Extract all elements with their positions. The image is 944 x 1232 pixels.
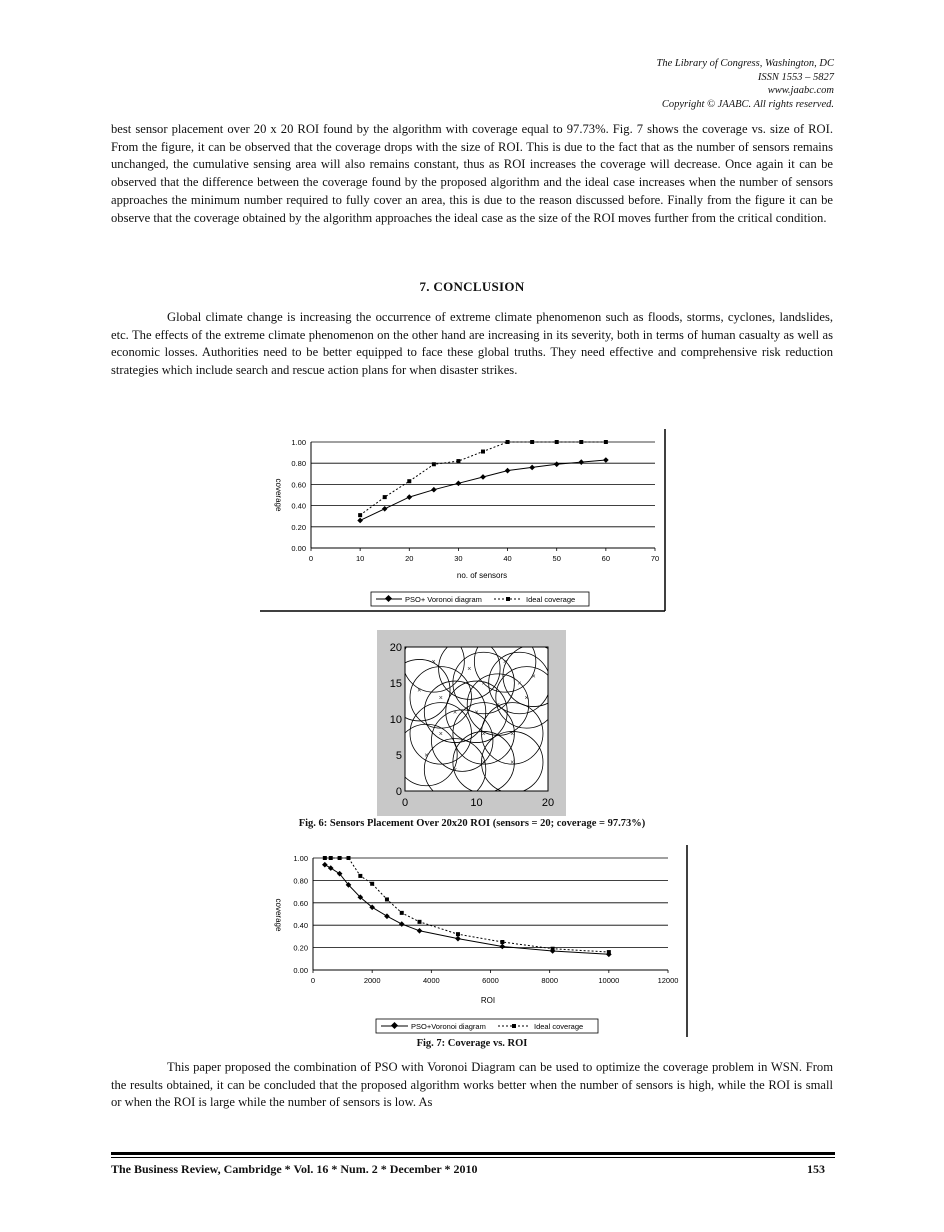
chart3-x-tick: 0	[310, 976, 316, 985]
placement-y-tick: 20	[389, 642, 402, 654]
chart1-series-1-point	[505, 468, 511, 474]
chart1-series-1-point	[357, 518, 363, 524]
chart1-y-tick: 0.60	[291, 480, 306, 490]
chart1-x-label: no. of sensors	[456, 571, 508, 580]
footer-rule-thin	[111, 1157, 835, 1158]
chart1-series-2-point	[604, 440, 608, 444]
chart1-series-2-point	[407, 479, 411, 483]
chart3-series-2-point	[347, 856, 351, 860]
chart3-y-tick: 1.00	[293, 854, 308, 863]
chart3-x-tick: 8000	[541, 976, 559, 985]
chart1-x-tick: 40	[503, 554, 512, 563]
footer-journal: The Business Review, Cambridge * Vol. 16 * Num. 2 * December * 2010	[111, 1162, 478, 1176]
sensor-marker: ×	[481, 730, 486, 738]
placement-x-tick: 10	[470, 797, 483, 809]
chart1-y-label: coverage	[274, 478, 283, 512]
chart3-y-tick: 0.40	[293, 921, 308, 931]
chart1-legend	[371, 592, 589, 606]
fig6-caption: Fig. 6: Sensors Placement Over 20x20 ROI (sensors = 20; coverage = 97.73%)	[298, 818, 646, 829]
chart1-x-tick: 10	[355, 554, 365, 563]
chart3-y-label: coverage	[274, 898, 283, 932]
chart3-series-2-point	[358, 874, 362, 878]
chart3-x-label: ROI	[480, 996, 496, 1005]
chart1-series-2-point	[481, 450, 485, 454]
chart1-series-1-point	[431, 487, 437, 493]
chart3-series-1-point	[399, 921, 405, 927]
paragraph-conclusion: Global climate change is increasing the occurrence of extreme climate phenomenon such as floods, storms, cyclones, landslides, etc. The effects of the extreme climate phenomenon on the other hand are increasing in its severity, both in terms of human casualty as well as economic losses. Authorities need to be better equipped to face these global truths. They need effective and comprehensive risk reduction strategies which include search and rescue action plans for when disaster strikes.	[111, 310, 833, 378]
chart1-series-1-point	[603, 457, 609, 463]
chart3-series-2-point	[385, 897, 389, 901]
chart3-series-2-point	[456, 932, 460, 936]
sensor-marker: ×	[417, 687, 422, 695]
chart1-x-tick: 70	[650, 554, 660, 563]
placement-y-tick: 15	[389, 678, 402, 690]
chart1-series-1-point	[382, 506, 388, 512]
chart3-x-tick: 4000	[422, 976, 440, 985]
sensor-marker: ×	[524, 694, 529, 702]
sensor-marker: ×	[431, 658, 436, 666]
chart3-legend	[376, 1019, 598, 1033]
paragraph-closing: This paper proposed the combination of PSO with Voronoi Diagram can be used to optimize the coverage problem in WSN. From the results obtained, it can be concluded that the proposed algorithm works better when the number of sensors is high, while the ROI is small or when the ROI is large while the number of sensors is low. As	[111, 1060, 833, 1110]
header-line-4: Copyright © JAABC. All rights reserved.	[661, 98, 834, 110]
footer-rule-thick	[111, 1152, 835, 1155]
section-heading: 7. CONCLUSION	[419, 279, 525, 294]
placement-plot-area	[405, 647, 548, 791]
sensor-marker: ×	[474, 709, 479, 717]
chart1-y-tick: 0.00	[291, 544, 306, 553]
sensor-marker: ×	[503, 658, 508, 666]
chart3-series-2-point	[338, 856, 342, 860]
paragraph-intro: best sensor placement over 20 x 20 ROI found by the algorithm with coverage equal to 97.73%. Fig. 7 shows the coverage vs. size of ROI. From the figure, it can be observed that the coverage drops with the size of ROI. This is due to the fact that as the number of sensors remains unchanged, the cumulative sensing area will also remains constant, thus as ROI increases the coverage will decrease. Once again it can be observed that the difference between the coverage found by the proposed algorithm and the ideal case increases when the number of sensors approaches the minimum number required to fully cover an area, this is due to the reason discussed before. Finally from the figure it can be observe that the coverage obtained by the algorithm approaches the ideal case as the size of the ROI moves further from the critical condition.	[111, 122, 833, 225]
chart3-x-tick: 6000	[482, 976, 499, 985]
chart1-y-tick: 0.40	[291, 501, 306, 511]
chart1-series-2-point	[579, 440, 583, 444]
header-line-1: The Library of Congress, Washington, DC	[656, 58, 834, 69]
chart3-series-1-point	[384, 913, 390, 919]
chart-coverage-vs-roi	[258, 843, 690, 1039]
page-number: 153	[807, 1162, 825, 1176]
sensor-marker: ×	[453, 709, 458, 717]
chart3-series-2-point	[400, 911, 404, 915]
header-line-3: www.jaabc.com	[767, 85, 834, 96]
chart1-series-1-point	[456, 481, 462, 487]
sensor-marker: ×	[495, 702, 500, 710]
chart1-series-1-point	[406, 494, 412, 500]
placement-y-tick: 0	[395, 786, 402, 798]
chart3-series-2-point	[323, 856, 327, 860]
chart3-y-tick: 0.80	[293, 876, 308, 886]
chart3-series-2-point	[418, 920, 422, 924]
chart1-series-2-point	[432, 462, 436, 466]
chart3-series-2-point	[607, 950, 611, 954]
chart3-series-1-point	[417, 928, 423, 934]
chart1-x-tick: 50	[552, 554, 561, 563]
sensor-marker: ×	[517, 680, 522, 688]
sensor-marker: ×	[481, 680, 486, 688]
chart3-y-tick: 0.60	[293, 898, 308, 908]
chart3-series-1-line	[325, 865, 609, 955]
chart3-series-2-line	[325, 858, 609, 952]
placement-y-tick: 5	[395, 750, 402, 762]
chart1-series-2-point	[506, 440, 510, 444]
chart3-series-1-point	[322, 862, 328, 868]
chart1-series-2-point	[555, 440, 559, 444]
placement-y-tick: 10	[389, 714, 402, 726]
chart3-series-2-point	[329, 856, 333, 860]
running-header	[657, 57, 834, 111]
sensor-marker: ×	[531, 673, 536, 681]
chart1-series-1-line	[360, 460, 606, 520]
chart3-series-2-point	[500, 940, 504, 944]
chart1-x-tick: 60	[601, 554, 611, 563]
sensor-marker: ×	[510, 730, 515, 738]
header-line-2: ISSN 1553 – 5827	[757, 71, 834, 83]
chart1-series-2-point	[456, 459, 460, 463]
chart1-series-1-point	[529, 465, 535, 471]
sensor-marker: ×	[481, 759, 486, 767]
chart1-series-1-point	[578, 459, 584, 465]
chart1-series-2-point	[358, 513, 362, 517]
chart3-x-tick: 2000	[363, 976, 381, 985]
placement-x-tick: 0	[401, 797, 409, 809]
chart1-series-1-point	[480, 474, 486, 480]
chart1-series-2-point	[383, 495, 387, 499]
chart3-series-1-point	[328, 865, 334, 871]
chart1-legend-series2: Ideal coverage	[526, 595, 576, 604]
chart1-x-tick: 30	[454, 554, 463, 563]
chart1-y-tick: 0.80	[291, 459, 306, 469]
placement-x-tick: 20	[541, 797, 555, 809]
chart3-series-2-point	[551, 947, 555, 951]
page-footer	[111, 1162, 835, 1177]
sensor-marker: ×	[510, 759, 515, 767]
chart3-x-tick: 12000	[657, 976, 679, 985]
fig7-caption: Fig. 7: Coverage vs. ROI	[416, 1038, 528, 1049]
chart1-series-2-point	[530, 440, 534, 444]
chart3-legend-series1: PSO+Voronoi diagram	[411, 1022, 486, 1031]
sensor-marker: ×	[453, 766, 458, 774]
chart3-x-tick: 10000	[598, 976, 620, 985]
sensor-marker: ×	[467, 666, 472, 674]
chart3-y-tick: 0.00	[293, 966, 308, 975]
sensor-marker: ×	[438, 730, 443, 738]
chart-sensor-placement	[377, 630, 566, 816]
sensor-marker: ×	[438, 694, 443, 702]
chart3-legend-series2: Ideal coverage	[534, 1022, 584, 1031]
chart1-legend-series1: PSO+ Voronoi diagram	[405, 595, 482, 604]
chart3-series-1-point	[455, 936, 461, 942]
sensor-marker: ×	[424, 752, 429, 760]
chart3-y-tick: 0.20	[293, 943, 308, 953]
chart-coverage-vs-sensors	[258, 427, 668, 613]
chart1-y-tick: 1.00	[291, 438, 306, 447]
chart3-series-1-point	[500, 944, 506, 950]
chart1-x-tick: 0	[308, 554, 314, 563]
chart3-series-2-point	[370, 882, 374, 886]
chart1-series-1-point	[554, 461, 560, 467]
sensor-marker: ×	[460, 738, 465, 746]
chart1-x-tick: 20	[405, 554, 414, 563]
chart1-y-tick: 0.20	[291, 522, 306, 532]
